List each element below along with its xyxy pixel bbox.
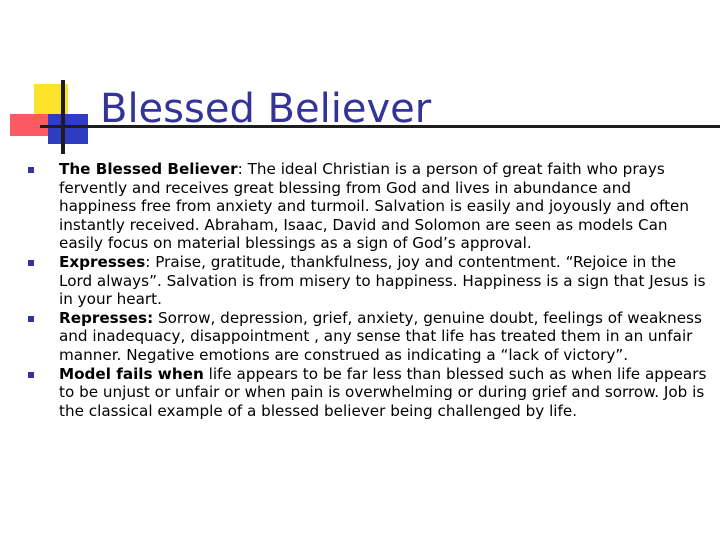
bullet-text: life appears to be far less than blessed such as when life appears to be unjust or unfair or when pain is overwhelming or during grief and sorrow. Job is the classical example of a blessed believer being challenged by life. — [59, 364, 707, 420]
square-bullet-icon — [28, 260, 34, 266]
bullet-label: Represses: — [59, 308, 154, 327]
bullet-label: The Blessed Believer — [59, 160, 238, 178]
bullet-text: The ideal Christian is a person of great faith who prays fervently and receives great blessing from God and lives in abundance and happiness free from anxiety and turmoil. Salvation is easily and joyously and often instantly received. Abraham, Isaac, David and Solomon are seen as models Can easily focus on material blessings as a sign of God’s approval. — [59, 160, 690, 253]
square-bullet-icon — [28, 167, 34, 173]
bullet-label: Expresses — [59, 252, 146, 271]
square-bullet-icon — [28, 372, 34, 378]
bullet-separator: : — [145, 252, 156, 271]
decor-blue-square — [48, 114, 88, 144]
bullet-item-represses — [28, 309, 708, 365]
slide-title: Blessed Believer — [100, 86, 432, 132]
bullet-text: Sorrow, depression, grief, anxiety, genuine doubt, feelings of weakness and inadequacy, disappointment , any sense that life has treated them in an unfair manner. Negative emotions are construed as indicating a “lack of victory”. — [59, 308, 702, 364]
bullet-label: Model fails when — [59, 364, 204, 383]
bullet-item-blessed-believer — [28, 160, 708, 253]
decor-vertical-rule — [61, 80, 65, 154]
bullet-separator: : — [237, 160, 248, 178]
bullet-item-expresses — [28, 253, 708, 309]
bullet-text: Praise, gratitude, thankfulness, joy and contentment. “Rejoice in the Lord always”. Salvation is from misery to happiness. Happiness is a sign that Jesus is in your heart. — [59, 252, 706, 309]
bullet-item-model-fails — [28, 365, 708, 421]
bullet-list — [28, 160, 708, 420]
square-bullet-icon — [28, 316, 34, 322]
